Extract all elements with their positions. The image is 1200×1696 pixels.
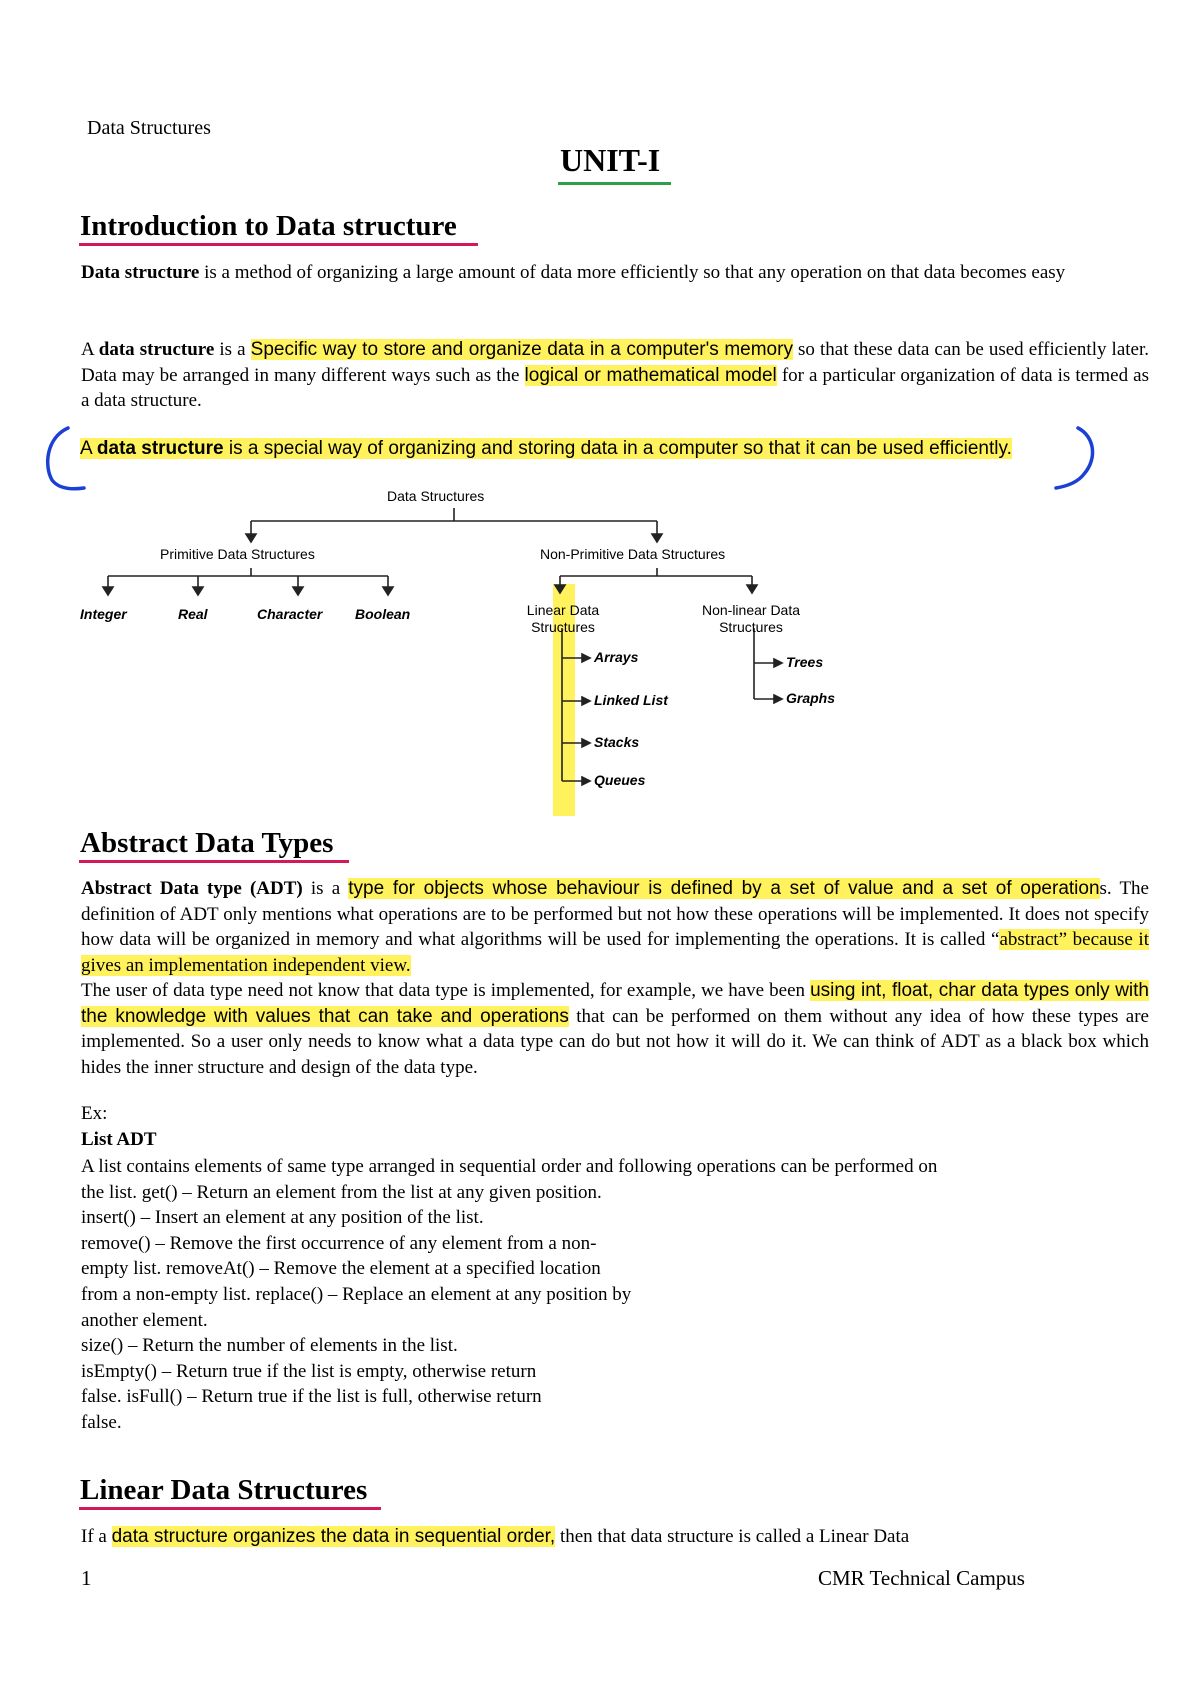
diagram-primitive: Primitive Data Structures	[160, 546, 315, 562]
list-line: from a non-empty list. replace() – Replace an element at any position by	[81, 1283, 632, 1305]
list-line: another element.	[81, 1309, 208, 1331]
text: so that these data can be used efficiently later. Data may be arranged in many different ways such as the	[81, 339, 1150, 386]
diagram-leaf: Graphs	[786, 690, 836, 706]
arrowhead	[293, 587, 303, 595]
text: for a particular organization of data is termed as a data structure.	[81, 364, 1149, 411]
diagram-leaf: Linked List	[594, 692, 668, 708]
right-bracket	[1056, 428, 1093, 488]
intro-heading: Introduction to Data structure	[80, 210, 457, 242]
highlight: Specific way to store and organize data in a computer's memory	[250, 339, 793, 360]
footer-campus: CMR Technical Campus	[818, 1566, 1025, 1590]
arrowhead	[582, 654, 590, 662]
highlight: type for objects whose behaviour is defined by a set of value and a set of operation	[348, 878, 1100, 899]
text: then that data structure is called a Linear Data	[555, 1526, 910, 1547]
text: A	[81, 339, 99, 360]
arrowhead	[774, 659, 782, 667]
highlight: using int, float, char data types only with the knowledge with values that can take and operations	[81, 980, 1149, 1027]
arrowhead	[555, 585, 565, 593]
arrowhead	[103, 587, 113, 595]
highlight: logical or mathematical model	[524, 364, 777, 386]
linear-heading: Linear Data Structures	[80, 1474, 368, 1506]
diagram-leaf: Stacks	[594, 734, 640, 750]
list-line: remove() – Remove the first occurrence of any element from a non-	[81, 1232, 597, 1254]
list-line: size() – Return the number of elements in the list.	[81, 1335, 458, 1357]
intro-paragraph-2	[81, 337, 1149, 414]
arrowhead	[747, 585, 757, 593]
list-line: false. isFull() – Return true if the list is full, otherwise return	[81, 1386, 542, 1408]
text: is a	[302, 878, 349, 899]
callout-definition	[80, 438, 1012, 460]
list-adt-title: List ADT	[81, 1129, 157, 1150]
arrowhead	[652, 534, 662, 542]
text: is a method of organizing a large amount of data more efficiently so that any operation on that data becomes easy	[199, 262, 1066, 283]
diagram-root: Data Structures	[387, 488, 485, 504]
adt-paragraph-1	[81, 876, 1149, 978]
text: that can be performed on them without any idea of how these types are implemented. So a user only needs to know what a data type can do but not how it will do it. We can think of ADT as a black box which hides the inner structure and design of the data type.	[81, 1005, 1149, 1078]
arrowhead	[582, 739, 590, 747]
arrowhead	[246, 534, 256, 542]
diagram-leaf: Real	[178, 606, 208, 622]
diagram-non-primitive: Non-Primitive Data Structures	[540, 546, 726, 562]
arrowhead	[193, 587, 203, 595]
text: s. The definition of ADT only mentions what operations are to be performed but not how these operations will be implemented. It does not specify how data will be organized in memory and what algorithms will be used for implementing the operations. It is called “	[81, 878, 1149, 950]
callout-highlight: A data structure is a special way of organizing and storing data in a computer so that it can be used efficiently.	[80, 438, 1012, 459]
intro-paragraph-1	[81, 260, 1149, 286]
linear-paragraph-1	[81, 1524, 1149, 1550]
list-line: A list contains elements of same type arranged in sequential order and following operations can be performed on	[81, 1156, 938, 1177]
arrowhead	[582, 777, 590, 785]
unit-title: UNIT-I	[560, 142, 661, 178]
diagram-leaf: Character	[257, 606, 323, 622]
term: Abstract Data type (ADT)	[81, 878, 303, 899]
list-line: false.	[81, 1411, 122, 1433]
data-structures-diagram	[0, 480, 1200, 820]
highlight: data structure organizes the data in sequential order,	[111, 1526, 556, 1547]
list-adt-operations	[81, 1154, 1081, 1436]
list-line: isEmpty() – Return true if the list is empty, otherwise return	[81, 1360, 537, 1382]
linear-heading-underline	[79, 1507, 381, 1510]
arrowhead	[774, 695, 782, 703]
text: The user of data type need not know that data type is implemented, for example, we have been	[81, 980, 811, 1001]
unit-title-underline	[558, 182, 671, 185]
term: data structure	[98, 339, 215, 360]
arrowhead	[383, 587, 393, 595]
adt-heading: Abstract Data Types	[80, 827, 334, 859]
arrowhead	[582, 697, 590, 705]
example-label: Ex:	[81, 1103, 108, 1124]
list-line: empty list. removeAt() – Remove the element at a specified location	[81, 1258, 601, 1280]
page-number: 1	[81, 1566, 92, 1590]
diagram-non-linear: Non-linear Data Structures	[701, 602, 801, 635]
list-line: the list. get() – Return an element from the list at any given position.	[81, 1181, 602, 1203]
list-line: insert() – Insert an element at any position of the list.	[81, 1207, 484, 1229]
adt-heading-underline	[79, 860, 349, 863]
diagram-leaf: Arrays	[594, 649, 639, 665]
diagram-leaf: Queues	[594, 772, 646, 788]
diagram-leaf: Trees	[786, 654, 824, 670]
diagram-leaf: Boolean	[355, 606, 411, 622]
running-head: Data Structures	[87, 117, 211, 139]
diagram-linear: Linear Data Structures	[526, 602, 600, 635]
text: If a	[81, 1526, 112, 1547]
highlight: abstract” because it gives an implementation independent view.	[81, 929, 1149, 976]
term: Data structure	[81, 262, 200, 283]
intro-heading-underline	[79, 243, 478, 246]
diagram-leaf: Integer	[80, 606, 127, 622]
text: is a	[214, 339, 251, 360]
adt-paragraph-2	[81, 978, 1149, 1080]
